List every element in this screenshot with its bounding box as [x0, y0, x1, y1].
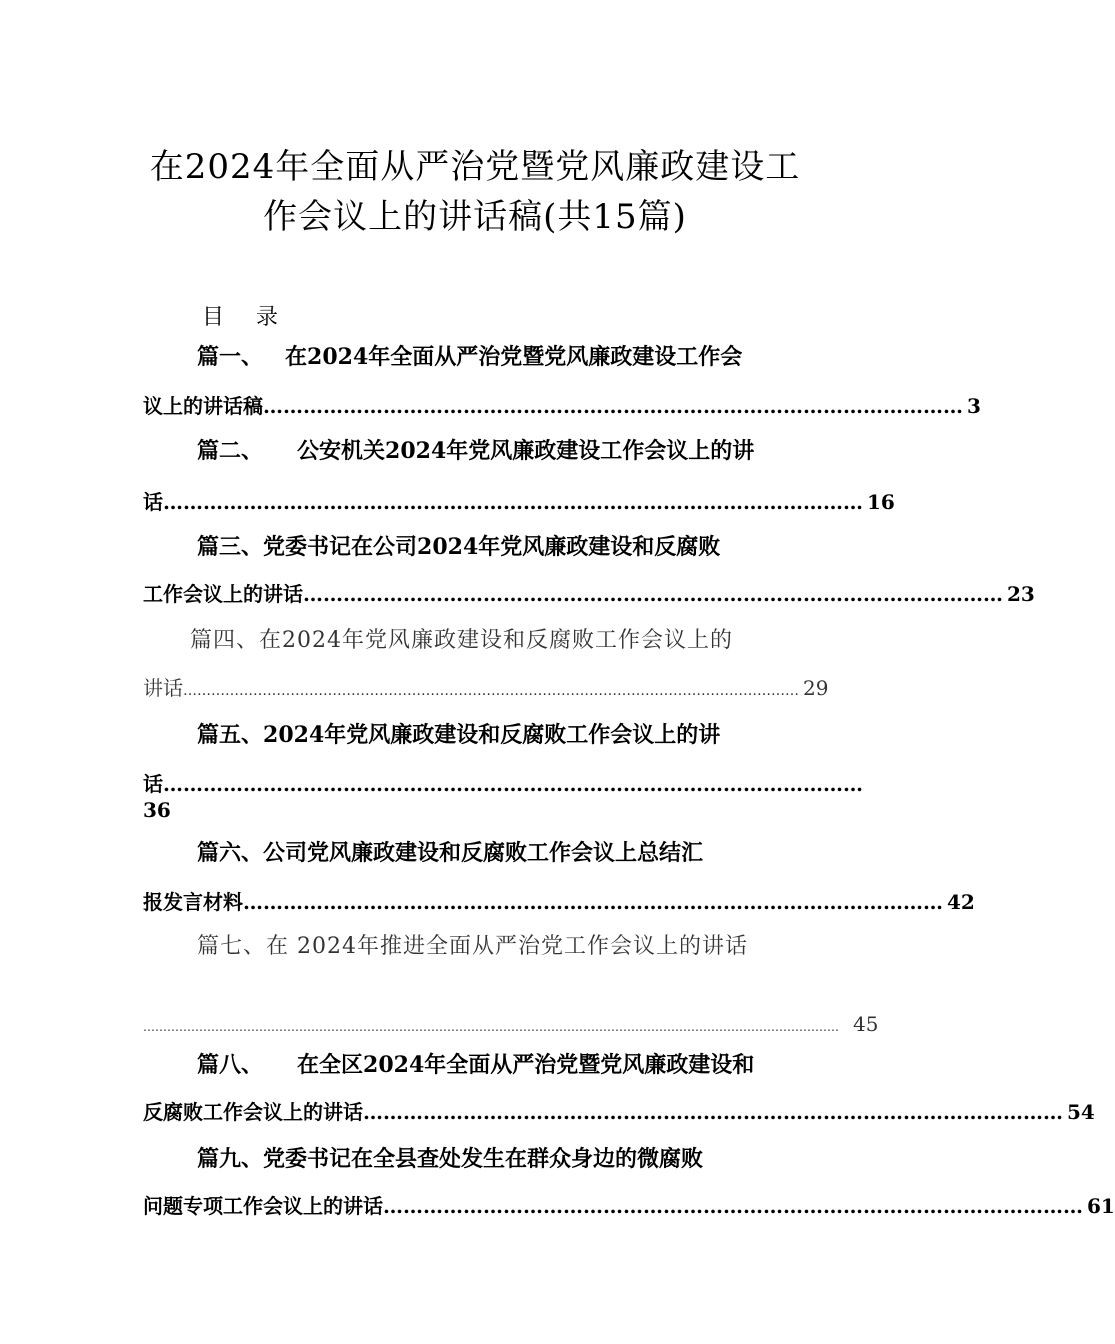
toc-entry-title-cont: 报发言材料 — [143, 890, 243, 914]
toc-entry-title-cont: 工作会议上的讲话 — [143, 582, 303, 606]
toc-entry-title: 2024年党风廉政建设和反腐败工作会议上的讲 — [263, 722, 721, 748]
toc-entry-title: 在 2024年推进全面从严治党工作会议上的讲话 — [266, 934, 748, 959]
toc-entry-page: 42 — [947, 890, 975, 914]
toc-entry-title: 党委书记在全县查处发生在群众身边的微腐败 — [263, 1146, 704, 1172]
toc-entry-prefix: 篇三、 — [197, 534, 264, 560]
toc-entry-6-second-line[interactable] — [143, 890, 975, 914]
leader-dots: ………………………………………………………………………………………………………………………………………………………… — [143, 1020, 839, 1034]
leader-dots: …………………………………………………………………………………………… — [263, 394, 963, 418]
document-title-line-1: 在2024年全面从严治党暨党风廉政建设工 — [149, 147, 801, 187]
toc-entry-title-cont: 话 — [143, 490, 163, 514]
toc-entry-8-first-line[interactable] — [197, 1054, 754, 1076]
toc-entry-page: 61 — [1087, 1194, 1115, 1218]
toc-entry-prefix: 篇二、 — [197, 438, 264, 464]
toc-entry-4-second-line[interactable] — [143, 676, 829, 700]
leader-dots: …………………………………………………………………………………………… — [243, 890, 943, 914]
leader-dots: …………………………………………………………………………………………… — [163, 490, 863, 514]
toc-entry-page: 54 — [1067, 1100, 1095, 1124]
toc-entry-title: 在2024年党风廉政建设和反腐败工作会议上的 — [259, 628, 734, 653]
toc-entry-page: 3 — [967, 394, 981, 418]
toc-entry-title: 在2024年全面从严治党暨党风廉政建设工作会 — [285, 344, 743, 370]
toc-entry-6-first-line[interactable] — [197, 842, 703, 864]
toc-heading-part-2: 录 — [256, 305, 279, 330]
toc-entry-5-first-line[interactable] — [197, 724, 720, 746]
toc-entry-prefix: 篇八、 — [197, 1052, 264, 1078]
leader-dots: …………………………………………………………………………………………… — [363, 1100, 1063, 1124]
toc-entry-9-first-line[interactable] — [197, 1148, 703, 1170]
toc-heading — [202, 300, 278, 331]
toc-entry-8-second-line[interactable] — [143, 1100, 1095, 1124]
toc-entry-3-second-line[interactable] — [143, 582, 1035, 606]
toc-entry-page: 45 — [853, 1012, 879, 1036]
toc-entry-title: 党委书记在公司2024年党风廉政建设和反腐败 — [263, 534, 721, 560]
toc-entry-title: 公安机关2024年党风廉政建设工作会议上的讲 — [297, 438, 755, 464]
toc-entry-5-page[interactable]: 36 — [143, 798, 171, 822]
toc-entry-title-cont: 反腐败工作会议上的讲话 — [143, 1100, 363, 1124]
toc-entry-5-second-line[interactable] — [143, 772, 863, 796]
document-title-line-2: 作会议上的讲话稿(共15篇) — [263, 197, 687, 237]
toc-entry-prefix: 篇七、 — [197, 934, 267, 959]
toc-entry-prefix: 篇五、 — [197, 722, 264, 748]
toc-entry-title: 在全区2024年全面从严治党暨党风廉政建设和 — [297, 1052, 755, 1078]
toc-entry-prefix: 篇六、 — [197, 840, 264, 866]
toc-entry-prefix: 篇四、 — [190, 628, 260, 653]
leader-dots: …………………………………………………………………………………………… — [163, 772, 863, 796]
toc-entry-2-second-line[interactable] — [143, 490, 895, 514]
toc-entry-title-cont: 话 — [143, 772, 163, 796]
toc-entry-title-cont: 问题专项工作会议上的讲话 — [143, 1194, 383, 1218]
toc-entry-7-second-line[interactable] — [143, 1012, 879, 1036]
toc-entry-7-first-line[interactable] — [197, 936, 748, 958]
toc-entry-2-first-line[interactable] — [197, 440, 754, 462]
leader-dots: …………………………………………………………………………………………………………………… — [183, 683, 799, 699]
toc-entry-1-first-line[interactable] — [197, 346, 742, 368]
toc-entry-9-second-line[interactable] — [143, 1194, 1115, 1218]
toc-entry-title-cont: 讲话 — [143, 676, 183, 700]
leader-dots: …………………………………………………………………………………………… — [303, 582, 1003, 606]
toc-heading-part-1: 目 — [202, 305, 225, 330]
toc-entry-title: 公司党风廉政建设和反腐败工作会议上总结汇 — [263, 840, 704, 866]
toc-entry-prefix: 篇九、 — [197, 1146, 264, 1172]
toc-entry-3-first-line[interactable] — [197, 536, 720, 558]
toc-entry-page: 23 — [1007, 582, 1035, 606]
toc-entry-1-second-line[interactable] — [143, 394, 981, 418]
leader-dots: …………………………………………………………………………………………… — [383, 1194, 1083, 1218]
toc-entry-prefix: 篇一、 — [197, 344, 264, 370]
toc-entry-page: 16 — [867, 490, 895, 514]
toc-entry-page: 29 — [803, 676, 829, 700]
toc-entry-title-cont: 议上的讲话稿 — [143, 394, 263, 418]
toc-entry-4-first-line[interactable] — [190, 630, 733, 652]
